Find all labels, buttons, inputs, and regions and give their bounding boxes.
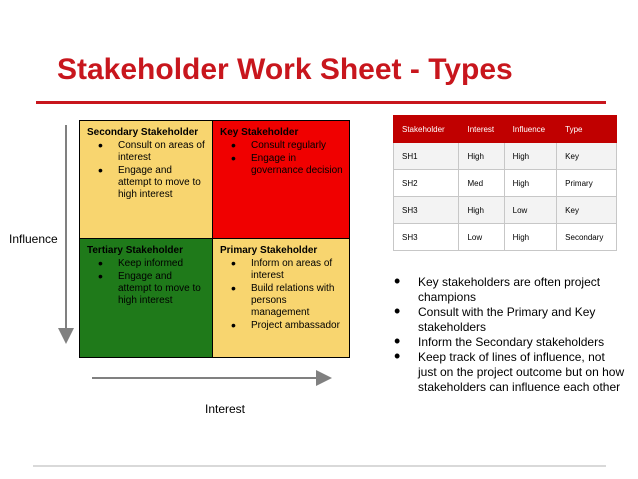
quadrant-item: • Engage and attempt to move to high interest [98, 165, 208, 201]
table-header-cell: Type [557, 116, 617, 143]
table-cell: High [504, 170, 557, 197]
note-item: • Keep track of lines of influence, not just on the project outcome but on how stakeholders can influence each other [394, 350, 626, 395]
quadrant-item: • Project ambassador [231, 320, 345, 332]
quadrant-item: • Keep informed [98, 258, 208, 270]
slide-title: Stakeholder Work Sheet - Types [57, 53, 513, 86]
quadrant-item: • Consult regularly [231, 140, 345, 152]
quadrant-item: • Inform on areas of interest [231, 258, 345, 282]
table-cell: SH3 [394, 224, 459, 251]
quadrant-primary-stakeholder [212, 238, 350, 358]
table-cell: SH1 [394, 143, 459, 170]
note-item: • Inform the Secondary stakeholders [394, 335, 626, 350]
quadrant-list [87, 258, 208, 307]
table-cell: Med [459, 170, 504, 197]
table-cell: High [459, 143, 504, 170]
quadrant-list [87, 140, 208, 201]
quadrant-item: • Engage in governance decision [231, 153, 345, 177]
notes-list [394, 275, 626, 395]
table-cell: Low [504, 197, 557, 224]
table-cell: High [504, 224, 557, 251]
quadrant-item: • Engage and attempt to move to high interest [98, 271, 208, 307]
table-cell: Key [557, 143, 617, 170]
table-header-cell: Stakeholder [394, 116, 459, 143]
influence-axis-label: Influence [9, 232, 58, 246]
quadrant-tertiary-stakeholder [79, 238, 213, 358]
table-cell: SH2 [394, 170, 459, 197]
stakeholder-table [393, 115, 617, 251]
interest-axis-label: Interest [205, 402, 246, 416]
table-cell: Primary [557, 170, 617, 197]
quadrant-list [220, 258, 345, 332]
table-row [394, 170, 617, 197]
quadrant-secondary-stakeholder [79, 120, 213, 239]
quadrant-item: • Build relations with persons management [231, 283, 345, 319]
table-cell: High [504, 143, 557, 170]
quadrant-title: Tertiary Stakeholder [87, 245, 183, 256]
table-cell: Key [557, 197, 617, 224]
table-row [394, 143, 617, 170]
quadrant-title: Key Stakeholder [220, 127, 299, 138]
quadrant-title: Primary Stakeholder [220, 245, 318, 256]
table-cell: SH3 [394, 197, 459, 224]
table-cell: Secondary [557, 224, 617, 251]
note-item: • Consult with the Primary and Key stakeholders [394, 305, 626, 335]
quadrant-key-stakeholder [212, 120, 350, 239]
table-cell: Low [459, 224, 504, 251]
table-cell: High [459, 197, 504, 224]
table-row [394, 197, 617, 224]
quadrant-list [220, 140, 345, 177]
table-header-row [394, 116, 617, 143]
table-header-cell: Influence [504, 116, 557, 143]
table-header-cell: Interest [459, 116, 504, 143]
note-item: • Key stakeholders are often project champions [394, 275, 626, 305]
quadrant-item: • Consult on areas of interest [98, 140, 208, 164]
footer-divider [33, 465, 606, 467]
table-row [394, 224, 617, 251]
quadrant-title: Secondary Stakeholder [87, 127, 199, 138]
